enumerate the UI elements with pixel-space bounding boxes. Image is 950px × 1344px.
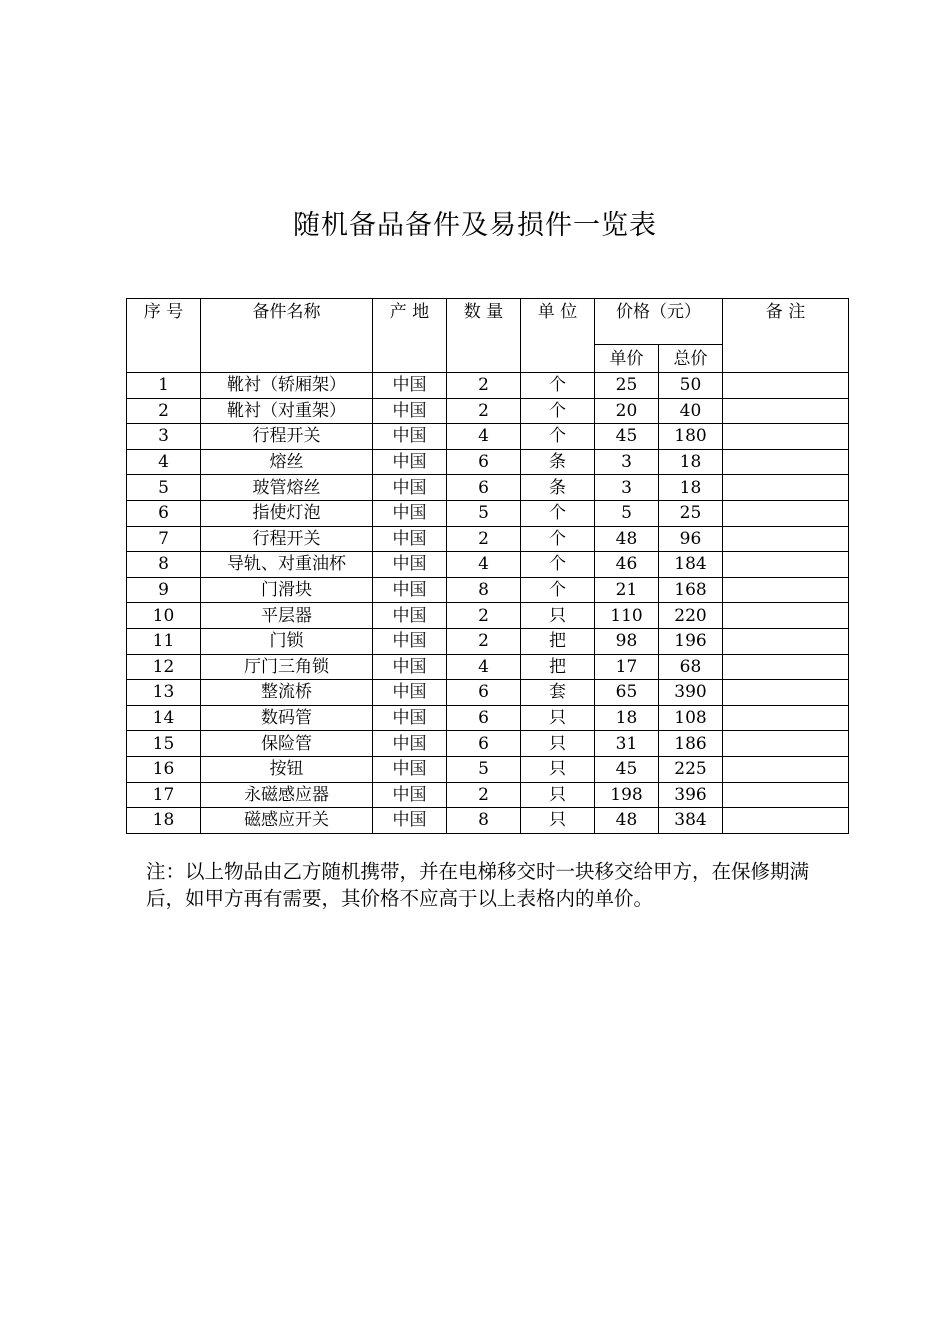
cell-total: 18 [659,475,723,501]
cell-seq: 17 [127,782,201,808]
cell-remark [723,526,849,552]
cell-unit: 个 [521,552,595,578]
header-unit: 单 位 [521,299,595,373]
cell-total: 40 [659,398,723,424]
cell-unit: 个 [521,373,595,399]
cell-unit: 把 [521,628,595,654]
cell-origin: 中国 [373,808,447,834]
cell-remark [723,731,849,757]
cell-seq: 12 [127,654,201,680]
cell-unit: 套 [521,680,595,706]
cell-unit-price: 65 [595,680,659,706]
cell-total: 50 [659,373,723,399]
cell-qty: 2 [447,628,521,654]
cell-unit: 条 [521,449,595,475]
cell-unit-price: 5 [595,500,659,526]
cell-qty: 6 [447,731,521,757]
cell-qty: 6 [447,680,521,706]
footnote: 注：以上物品由乙方随机携带，并在电梯移交时一块移交给甲方，在保修期满后，如甲方再有需要，其价格不应高于以上表格内的单价。 [146,860,810,910]
cell-name: 玻管熔丝 [201,475,373,501]
cell-unit-price: 98 [595,628,659,654]
cell-name: 靴衬（对重架） [201,398,373,424]
cell-qty: 6 [447,705,521,731]
cell-remark [723,654,849,680]
cell-unit-price: 20 [595,398,659,424]
cell-qty: 2 [447,526,521,552]
table-row [127,603,849,629]
table-row [127,398,849,424]
cell-origin: 中国 [373,603,447,629]
cell-unit-price: 3 [595,475,659,501]
cell-qty: 8 [447,808,521,834]
cell-unit-price: 46 [595,552,659,578]
cell-unit: 条 [521,475,595,501]
cell-name: 导轨、对重油杯 [201,552,373,578]
header-unit-price: 单价 [595,345,659,373]
cell-remark [723,398,849,424]
cell-seq: 8 [127,552,201,578]
cell-remark [723,552,849,578]
header-name: 备件名称 [201,299,373,373]
cell-total: 225 [659,756,723,782]
cell-seq: 1 [127,373,201,399]
cell-remark [723,373,849,399]
cell-unit: 把 [521,654,595,680]
cell-unit: 个 [521,424,595,450]
cell-remark [723,500,849,526]
cell-name: 行程开关 [201,424,373,450]
cell-name: 平层器 [201,603,373,629]
cell-qty: 5 [447,756,521,782]
cell-unit-price: 48 [595,526,659,552]
table-row [127,449,849,475]
cell-total: 220 [659,603,723,629]
cell-unit-price: 21 [595,577,659,603]
header-total: 总价 [659,345,723,373]
header-seq: 序 号 [127,299,201,373]
cell-name: 门锁 [201,628,373,654]
cell-seq: 11 [127,628,201,654]
cell-name: 按钮 [201,756,373,782]
table-row [127,373,849,399]
cell-origin: 中国 [373,756,447,782]
cell-name: 厅门三角锁 [201,654,373,680]
cell-total: 108 [659,705,723,731]
cell-unit: 个 [521,526,595,552]
cell-seq: 18 [127,808,201,834]
cell-qty: 4 [447,552,521,578]
cell-remark [723,475,849,501]
cell-remark [723,577,849,603]
cell-qty: 2 [447,782,521,808]
table-row [127,577,849,603]
parts-table [126,298,849,834]
cell-total: 25 [659,500,723,526]
cell-unit: 个 [521,577,595,603]
cell-seq: 6 [127,500,201,526]
cell-origin: 中国 [373,526,447,552]
table-row [127,552,849,578]
cell-seq: 2 [127,398,201,424]
cell-total: 18 [659,449,723,475]
cell-total: 396 [659,782,723,808]
cell-seq: 9 [127,577,201,603]
cell-seq: 15 [127,731,201,757]
cell-qty: 6 [447,449,521,475]
cell-unit-price: 25 [595,373,659,399]
cell-origin: 中国 [373,398,447,424]
cell-name: 永磁感应器 [201,782,373,808]
cell-seq: 10 [127,603,201,629]
cell-remark [723,782,849,808]
table-row [127,654,849,680]
cell-qty: 6 [447,475,521,501]
cell-total: 96 [659,526,723,552]
cell-unit-price: 18 [595,705,659,731]
table-row [127,500,849,526]
cell-seq: 3 [127,424,201,450]
table-row [127,475,849,501]
table-row [127,731,849,757]
cell-total: 184 [659,552,723,578]
cell-qty: 4 [447,424,521,450]
cell-name: 磁感应开关 [201,808,373,834]
cell-remark [723,808,849,834]
cell-origin: 中国 [373,577,447,603]
cell-name: 熔丝 [201,449,373,475]
cell-origin: 中国 [373,654,447,680]
cell-total: 180 [659,424,723,450]
table-row [127,680,849,706]
cell-qty: 2 [447,603,521,629]
cell-seq: 4 [127,449,201,475]
table-row [127,424,849,450]
cell-origin: 中国 [373,373,447,399]
cell-remark [723,680,849,706]
cell-remark [723,705,849,731]
cell-name: 门滑块 [201,577,373,603]
header-qty: 数 量 [447,299,521,373]
cell-unit-price: 110 [595,603,659,629]
cell-origin: 中国 [373,705,447,731]
cell-name: 数码管 [201,705,373,731]
header-remark: 备 注 [723,299,849,373]
cell-unit: 只 [521,731,595,757]
cell-total: 186 [659,731,723,757]
cell-name: 靴衬（轿厢架） [201,373,373,399]
table-body [127,373,849,834]
table-header [127,299,849,373]
cell-remark [723,756,849,782]
cell-origin: 中国 [373,731,447,757]
cell-unit: 只 [521,782,595,808]
cell-unit: 只 [521,756,595,782]
cell-total: 390 [659,680,723,706]
cell-remark [723,424,849,450]
cell-remark [723,603,849,629]
cell-unit: 只 [521,808,595,834]
cell-origin: 中国 [373,628,447,654]
header-origin: 产 地 [373,299,447,373]
cell-origin: 中国 [373,500,447,526]
cell-total: 68 [659,654,723,680]
cell-qty: 8 [447,577,521,603]
cell-unit-price: 48 [595,808,659,834]
table-row [127,756,849,782]
cell-qty: 2 [447,373,521,399]
cell-total: 168 [659,577,723,603]
cell-seq: 7 [127,526,201,552]
table-row [127,526,849,552]
cell-origin: 中国 [373,475,447,501]
table-row [127,808,849,834]
header-price: 价格（元） [595,299,723,345]
cell-name: 整流桥 [201,680,373,706]
cell-seq: 13 [127,680,201,706]
cell-name: 指使灯泡 [201,500,373,526]
cell-origin: 中国 [373,424,447,450]
cell-remark [723,449,849,475]
cell-unit-price: 45 [595,756,659,782]
document-title: 随机备品备件及易损件一览表 [293,210,657,241]
cell-name: 行程开关 [201,526,373,552]
cell-unit-price: 31 [595,731,659,757]
cell-origin: 中国 [373,782,447,808]
cell-unit-price: 198 [595,782,659,808]
cell-seq: 14 [127,705,201,731]
cell-total: 384 [659,808,723,834]
cell-qty: 2 [447,398,521,424]
cell-seq: 5 [127,475,201,501]
cell-unit-price: 3 [595,449,659,475]
cell-unit-price: 17 [595,654,659,680]
cell-unit: 只 [521,705,595,731]
cell-total: 196 [659,628,723,654]
cell-origin: 中国 [373,449,447,475]
table-row [127,628,849,654]
cell-name: 保险管 [201,731,373,757]
cell-origin: 中国 [373,552,447,578]
cell-unit: 个 [521,500,595,526]
cell-seq: 16 [127,756,201,782]
cell-unit: 只 [521,603,595,629]
cell-unit-price: 45 [595,424,659,450]
cell-qty: 4 [447,654,521,680]
table-row [127,782,849,808]
table-row [127,705,849,731]
cell-unit: 个 [521,398,595,424]
cell-qty: 5 [447,500,521,526]
cell-origin: 中国 [373,680,447,706]
cell-remark [723,628,849,654]
